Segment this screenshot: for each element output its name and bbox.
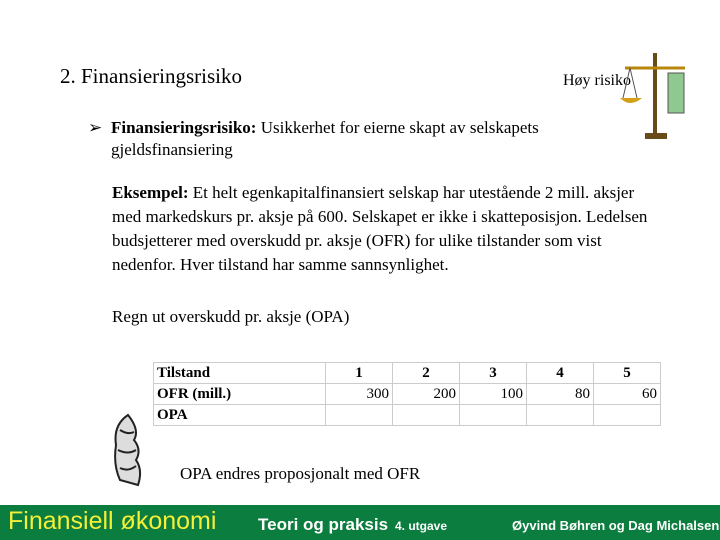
table-cell: 3: [460, 363, 527, 384]
table-cell: 1: [326, 363, 393, 384]
risk-label: Høy risiko: [563, 72, 631, 89]
bullet-text: Usikkerhet for eierne skapt av selskapets gjeldsfinansiering: [111, 118, 539, 159]
note-text: OPA endres proposjonalt med OFR: [180, 464, 421, 483]
table-row: [154, 384, 661, 405]
bullet-definition: [88, 117, 628, 161]
table-cell: [326, 405, 393, 426]
footer-brand: Finansiell økonomi: [8, 507, 217, 535]
task-text: Regn ut overskudd pr. aksje (OPA): [112, 307, 350, 326]
arrow-bullet-icon: ➢: [88, 118, 103, 137]
table-cell: 200: [393, 384, 460, 405]
table-cell: 300: [326, 384, 393, 405]
example-term: Eksempel:: [112, 183, 189, 202]
table-cell: [460, 405, 527, 426]
table-cell: 100: [460, 384, 527, 405]
table-row: [154, 363, 661, 384]
pointing-hand-icon: [108, 410, 148, 490]
table-cell: 2: [393, 363, 460, 384]
footer-subtitle: Teori og praksis: [258, 515, 389, 534]
row-label: OPA: [154, 405, 326, 426]
row-label: OFR (mill.): [154, 384, 326, 405]
table-cell: [527, 405, 594, 426]
table-cell: 4: [527, 363, 594, 384]
bullet-term: Finansieringsrisiko:: [111, 118, 257, 137]
footer-banner: [0, 505, 720, 540]
table-cell: 80: [527, 384, 594, 405]
slide-title: 2. Finansieringsrisiko: [60, 64, 242, 88]
table-cell: [393, 405, 460, 426]
table-row: [154, 405, 661, 426]
footer-edition: 4. utgave: [395, 519, 448, 533]
footer-authors: Øyvind Bøhren og Dag Michalsen: [512, 518, 720, 533]
table-cell: 5: [594, 363, 661, 384]
data-table: [153, 362, 661, 426]
scales-icon: [620, 48, 690, 143]
row-label: Tilstand: [154, 363, 326, 384]
example-paragraph: [112, 181, 652, 277]
example-text: Et helt egenkapitalfinansiert selskap har utestående 2 mill. aksjer med markedskurs pr. aksje på 600. Selskapet er ikke i skatteposisjon. Ledelsen budsjetterer med overskudd pr. aksje (OFR) for ulike tilstander som vist nedenfor. Hver tilstand har samme sannsynlighet.: [112, 183, 648, 274]
table-cell: 60: [594, 384, 661, 405]
table-cell: [594, 405, 661, 426]
